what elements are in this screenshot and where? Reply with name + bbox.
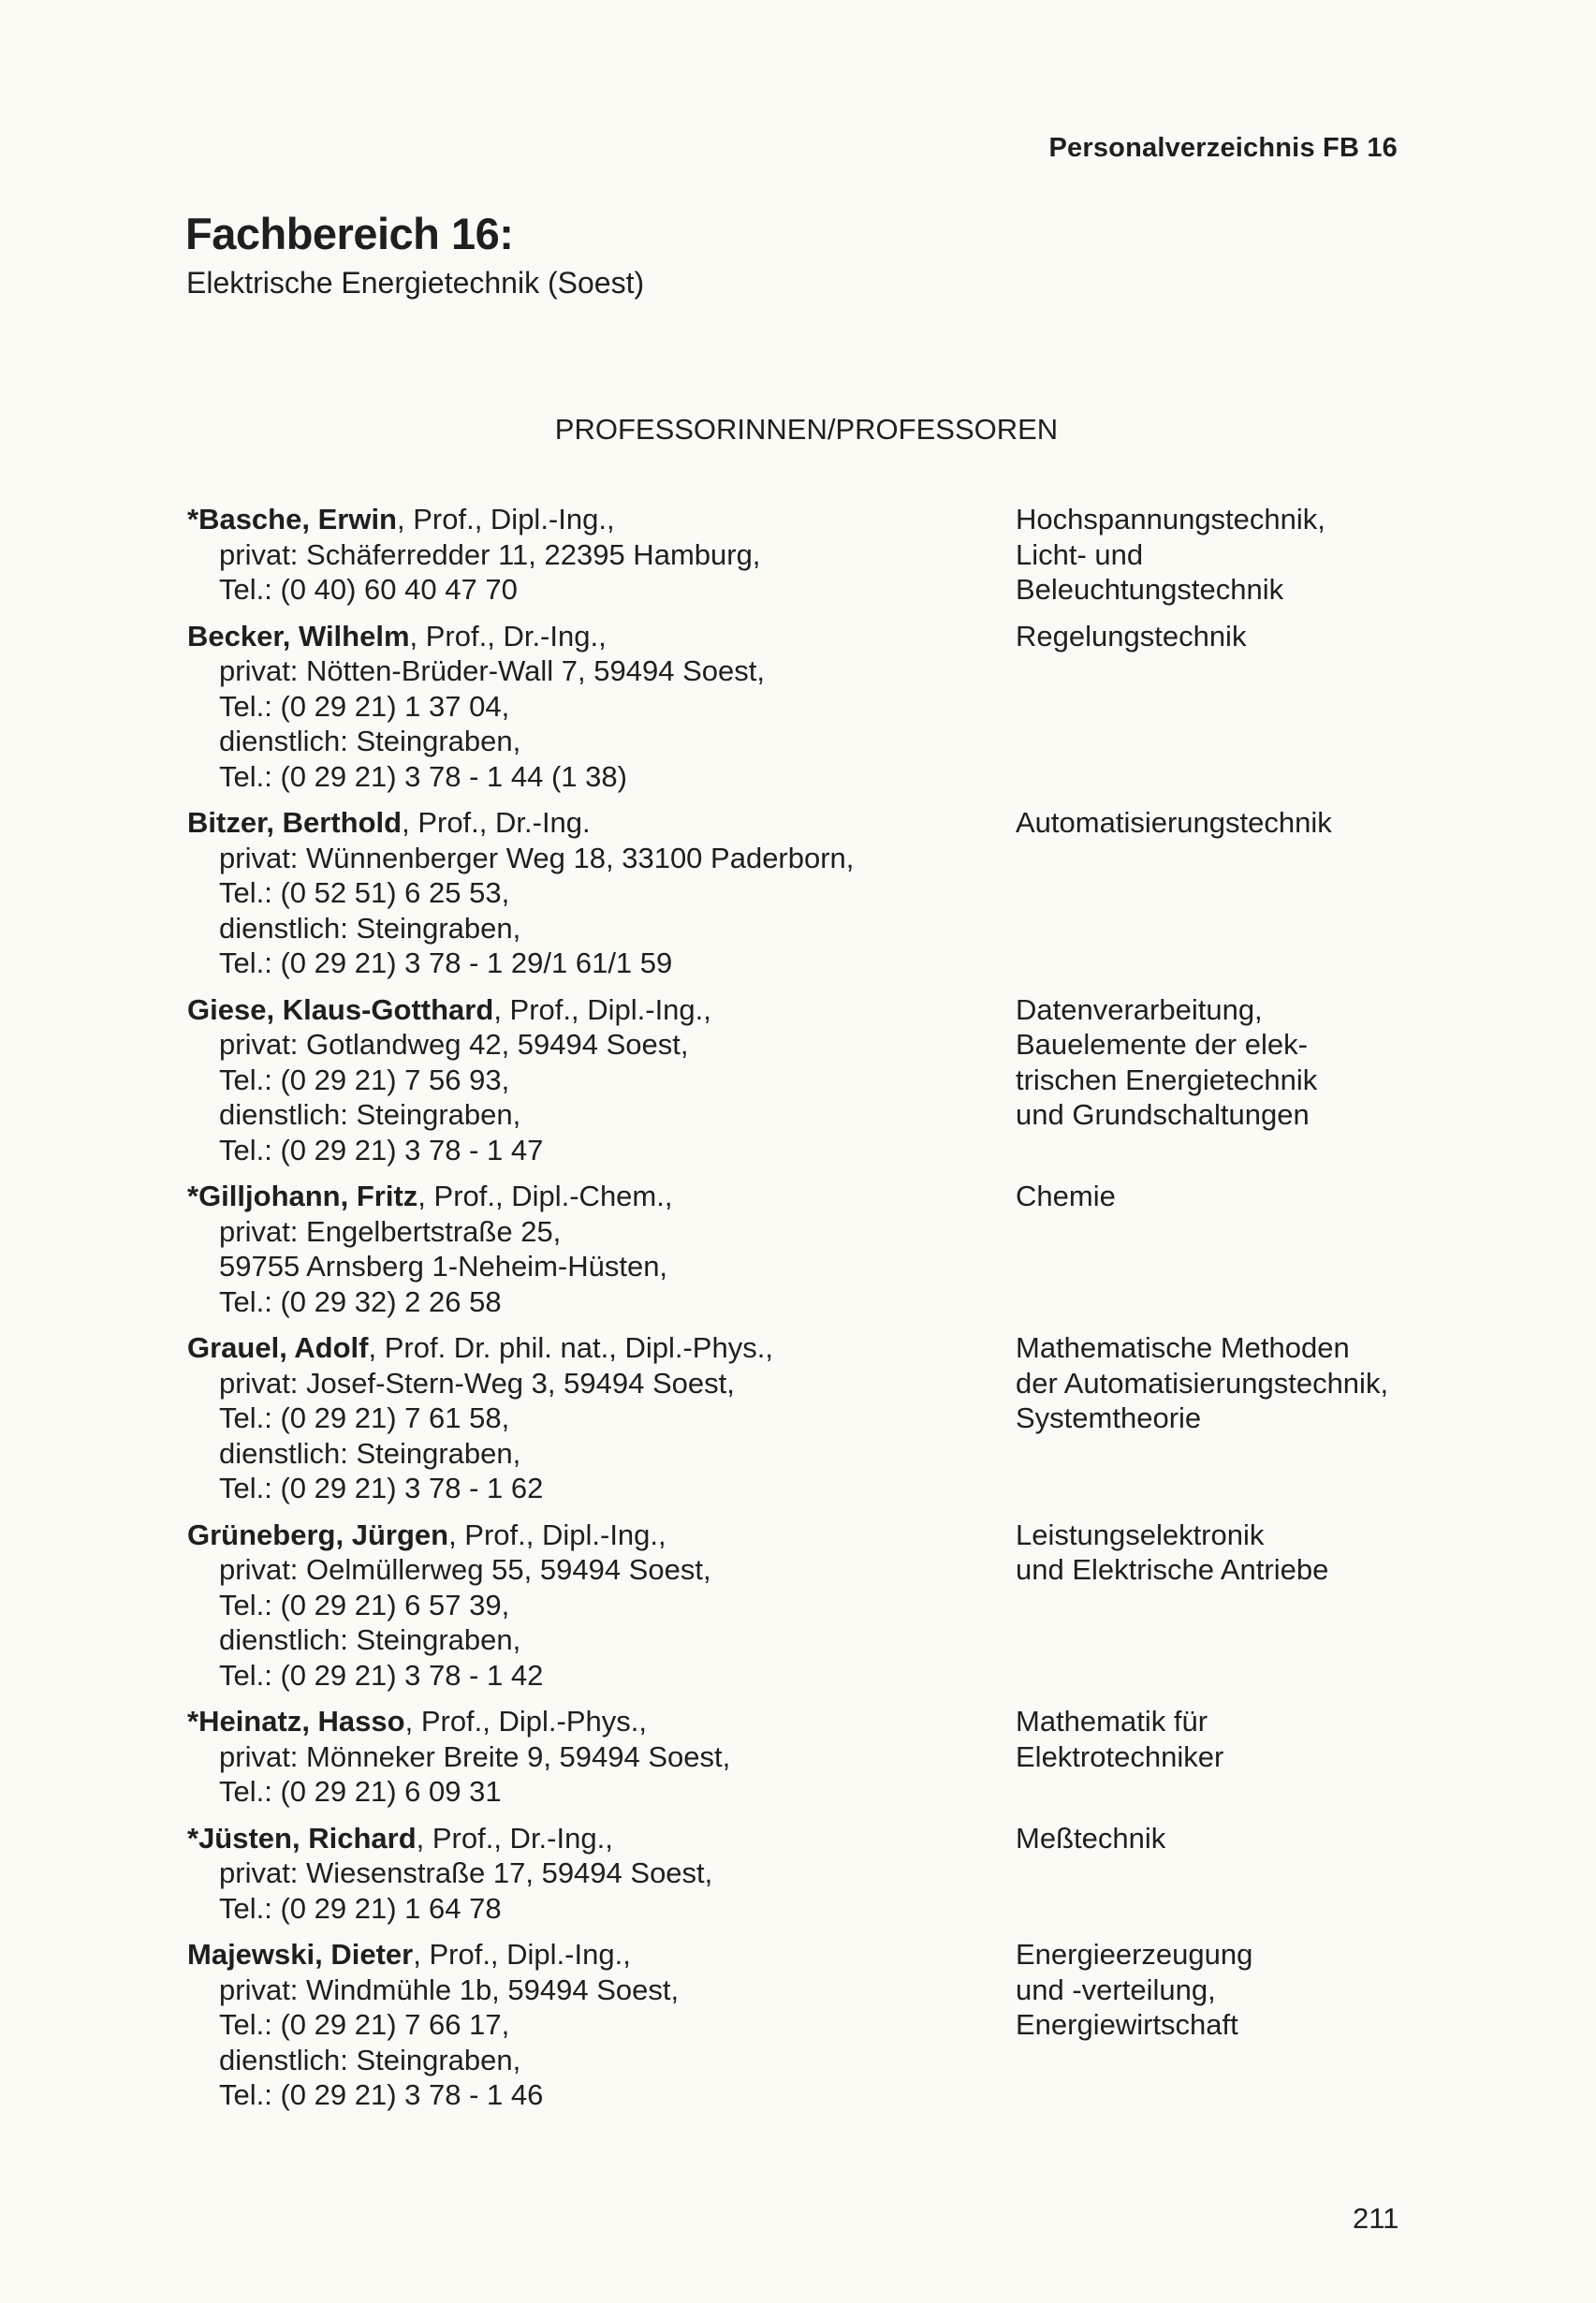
staff-subject-line: und Elektrische Antriebe <box>1016 1553 1329 1586</box>
staff-contact-line: Tel.: (0 40) 60 40 47 70 <box>219 573 518 606</box>
name-separator: , <box>315 1938 331 1971</box>
staff-entry <box>187 992 1423 1168</box>
staff-contact-line: dienstlich: Steingraben, <box>219 2043 521 2076</box>
page-number: 211 <box>1353 2202 1399 2235</box>
staff-subject-line: Energieerzeugung <box>1016 1938 1253 1971</box>
staff-contact <box>187 619 1016 795</box>
staff-surname: *Basche <box>187 503 302 535</box>
section-heading: PROFESSORINNEN/PROFESSOREN <box>554 413 1059 446</box>
staff-surname: Bitzer <box>187 806 267 839</box>
staff-subject-line: Beleuchtungstechnik <box>1016 573 1284 606</box>
staff-contact-line: privat: Josef-Stern-Weg 3, 59494 Soest, <box>219 1366 735 1400</box>
name-separator: , <box>340 1180 357 1212</box>
staff-firstname: Erwin <box>317 503 397 535</box>
staff-subject-area <box>1016 1821 1423 1927</box>
staff-surname: Grauel <box>187 1331 280 1364</box>
staff-contact-line: Tel.: (0 29 21) 3 78 - 1 47 <box>219 1133 544 1166</box>
staff-firstname: Fritz <box>356 1180 418 1212</box>
staff-subject-line: Mathematische Methoden <box>1016 1331 1350 1364</box>
staff-name-line <box>187 805 1016 841</box>
staff-name-line <box>187 1821 1016 1856</box>
staff-surname: *Jüsten <box>187 1821 292 1855</box>
staff-academic-title: , Prof., Dipl.-Phys., <box>404 1705 647 1738</box>
staff-entry <box>187 1937 1423 2113</box>
staff-name-line <box>187 992 1016 1028</box>
staff-contact-line: Tel.: (0 29 21) 3 78 - 1 42 <box>219 1658 544 1692</box>
staff-contact-line: dienstlich: Steingraben, <box>219 725 521 757</box>
page-subtitle: Elektrische Energietechnik (Soest) <box>186 266 645 300</box>
staff-name-line <box>187 502 1016 537</box>
name-separator: , <box>282 619 299 653</box>
staff-contact <box>187 1179 1016 1319</box>
staff-subject-line: Systemtheorie <box>1016 1401 1202 1434</box>
staff-subject-line: Mathematik für <box>1016 1705 1208 1738</box>
staff-entry <box>187 805 1423 981</box>
staff-subject-line: Elektrotechniker <box>1016 1739 1224 1773</box>
staff-firstname: Adolf <box>294 1331 369 1364</box>
staff-name-line <box>187 1518 1016 1553</box>
staff-contact-line: privat: Mönneker Breite 9, 59494 Soest, <box>219 1739 731 1773</box>
staff-firstname: Dieter <box>330 1938 414 1971</box>
staff-surname: *Gilljohann <box>187 1180 341 1212</box>
staff-contact-line: Tel.: (0 29 21) 6 09 31 <box>219 1775 502 1808</box>
staff-subject-line: Hochspannungstechnik, <box>1016 503 1325 535</box>
staff-contact <box>187 1821 1016 1927</box>
staff-contact-line: privat: Oelmüllerweg 55, 59494 Soest, <box>219 1553 711 1586</box>
staff-academic-title: , Prof., Dipl.-Ing., <box>413 1938 631 1971</box>
staff-contact-line: Tel.: (0 29 21) 7 61 58, <box>219 1401 510 1434</box>
staff-contact-line: privat: Wiesenstraße 17, 59494 Soest, <box>219 1856 713 1889</box>
staff-surname: Majewski <box>187 1938 315 1971</box>
staff-subject-area <box>1016 805 1423 981</box>
staff-name-line <box>187 1937 1016 1973</box>
staff-subject-area <box>1016 502 1423 608</box>
staff-contact <box>187 805 1016 981</box>
staff-subject-area <box>1016 992 1423 1168</box>
name-separator: , <box>301 1705 318 1738</box>
staff-contact-line: Tel.: (0 52 51) 6 25 53, <box>219 876 510 909</box>
staff-subject-line: der Automatisierungstechnik, <box>1016 1366 1389 1400</box>
staff-subject-area <box>1016 1330 1423 1506</box>
staff-name-line <box>187 1704 1016 1739</box>
staff-entry <box>187 1704 1423 1810</box>
staff-name-line <box>187 619 1016 654</box>
staff-surname: Becker <box>187 619 283 653</box>
staff-contact-line: dienstlich: Steingraben, <box>219 1623 521 1656</box>
staff-contact-line: Tel.: (0 29 21) 3 78 - 1 62 <box>219 1472 544 1504</box>
staff-contact <box>187 992 1016 1168</box>
staff-subject-line: Licht- und <box>1016 537 1144 571</box>
staff-surname: Giese <box>187 992 267 1026</box>
staff-contact-line: Tel.: (0 29 21) 6 57 39, <box>219 1588 510 1621</box>
staff-subject-line: Datenverarbeitung, <box>1016 992 1263 1026</box>
staff-firstname: Hasso <box>317 1705 405 1738</box>
staff-contact-line: Tel.: (0 29 21) 3 78 - 1 44 (1 38) <box>219 759 627 793</box>
staff-contact-line: privat: Engelbertstraße 25, <box>219 1214 562 1248</box>
staff-subject-area <box>1016 1179 1423 1319</box>
staff-contact <box>187 502 1016 608</box>
staff-contact-line: Tel.: (0 29 21) 3 78 - 1 46 <box>219 2078 544 2111</box>
staff-contact-line: dienstlich: Steingraben, <box>219 1436 521 1470</box>
staff-academic-title: , Prof., Dipl.-Ing., <box>397 503 615 535</box>
staff-contact-line: privat: Wünnenberger Weg 18, 33100 Paderborn, <box>219 841 855 874</box>
staff-contact <box>187 1330 1016 1506</box>
staff-academic-title: , Prof. Dr. phil. nat., Dipl.-Phys., <box>368 1331 773 1364</box>
staff-subject-area <box>1016 1704 1423 1810</box>
staff-entry <box>187 619 1423 795</box>
staff-subject-line: Bauelemente der elek- <box>1016 1028 1308 1061</box>
staff-entry <box>187 1330 1423 1506</box>
staff-subject-line: und -verteilung, <box>1016 1973 1216 2006</box>
staff-firstname: Wilhelm <box>298 619 410 653</box>
staff-contact-line: 59755 Arnsberg 1-Neheim-Hüsten, <box>219 1250 668 1283</box>
staff-entry <box>187 1821 1423 1927</box>
staff-contact-line: Tel.: (0 29 21) 3 78 - 1 29/1 61/1 59 <box>219 946 673 979</box>
staff-contact <box>187 1704 1016 1810</box>
staff-firstname: Richard <box>308 1821 417 1855</box>
staff-surname: *Heinatz <box>187 1705 302 1738</box>
staff-subject-line: Leistungselektronik <box>1016 1518 1265 1551</box>
staff-entry <box>187 502 1423 608</box>
staff-contact-line: privat: Gotlandweg 42, 59494 Soest, <box>219 1028 689 1061</box>
staff-list <box>187 502 1423 2124</box>
staff-surname: Grüneberg <box>187 1518 336 1551</box>
staff-contact-line: privat: Schäferredder 11, 22395 Hamburg, <box>219 537 761 571</box>
staff-name-line <box>187 1330 1016 1366</box>
staff-academic-title: , Prof., Dr.-Ing., <box>409 619 607 653</box>
staff-subject-line: trischen Energietechnik <box>1016 1063 1318 1096</box>
staff-contact-line: privat: Nötten-Brüder-Wall 7, 59494 Soest, <box>219 654 765 687</box>
name-separator: , <box>335 1518 352 1551</box>
staff-subject-line: Chemie <box>1016 1180 1116 1212</box>
staff-academic-title: , Prof., Dr.-Ing. <box>402 806 591 839</box>
staff-subject-area <box>1016 1937 1423 2113</box>
staff-subject-line: Energiewirtschaft <box>1016 2008 1238 2041</box>
staff-subject-line: Meßtechnik <box>1016 1821 1166 1855</box>
staff-subject-area <box>1016 1518 1423 1694</box>
name-separator: , <box>266 806 283 839</box>
name-separator: , <box>266 992 283 1026</box>
page-title: Fachbereich 16: <box>185 209 514 258</box>
staff-contact-line: Tel.: (0 29 21) 1 64 78 <box>219 1891 502 1925</box>
staff-subject-line: und Grundschaltungen <box>1016 1098 1310 1131</box>
staff-contact <box>187 1518 1016 1694</box>
name-separator: , <box>301 503 318 535</box>
staff-entry <box>187 1518 1423 1694</box>
staff-subject-line: Regelungstechnik <box>1016 619 1247 653</box>
staff-contact-line: Tel.: (0 29 21) 7 56 93, <box>219 1063 510 1096</box>
staff-firstname: Klaus-Gotthard <box>282 992 494 1026</box>
staff-contact-line: dienstlich: Steingraben, <box>219 1098 521 1131</box>
staff-contact-line: dienstlich: Steingraben, <box>219 911 521 945</box>
running-header: Personalverzeichnis FB 16 <box>1048 133 1398 163</box>
staff-firstname: Berthold <box>282 806 403 839</box>
staff-contact-line: Tel.: (0 29 21) 1 37 04, <box>219 689 510 723</box>
staff-academic-title: , Prof., Dipl.-Chem., <box>417 1180 673 1212</box>
staff-contact-line: Tel.: (0 29 32) 2 26 58 <box>219 1284 502 1318</box>
name-separator: , <box>291 1821 309 1855</box>
staff-academic-title: , Prof., Dr.-Ing., <box>416 1821 613 1855</box>
staff-entry <box>187 1179 1423 1319</box>
staff-subject-area <box>1016 619 1423 795</box>
staff-name-line <box>187 1179 1016 1214</box>
staff-academic-title: , Prof., Dipl.-Ing., <box>493 992 711 1026</box>
staff-contact <box>187 1937 1016 2113</box>
staff-contact-line: Tel.: (0 29 21) 7 66 17, <box>219 2008 510 2041</box>
staff-subject-line: Automatisierungstechnik <box>1016 806 1332 839</box>
staff-contact-line: privat: Windmühle 1b, 59494 Soest, <box>219 1973 680 2006</box>
staff-firstname: Jürgen <box>351 1518 449 1551</box>
staff-academic-title: , Prof., Dipl.-Ing., <box>448 1518 666 1551</box>
name-separator: , <box>279 1331 295 1364</box>
